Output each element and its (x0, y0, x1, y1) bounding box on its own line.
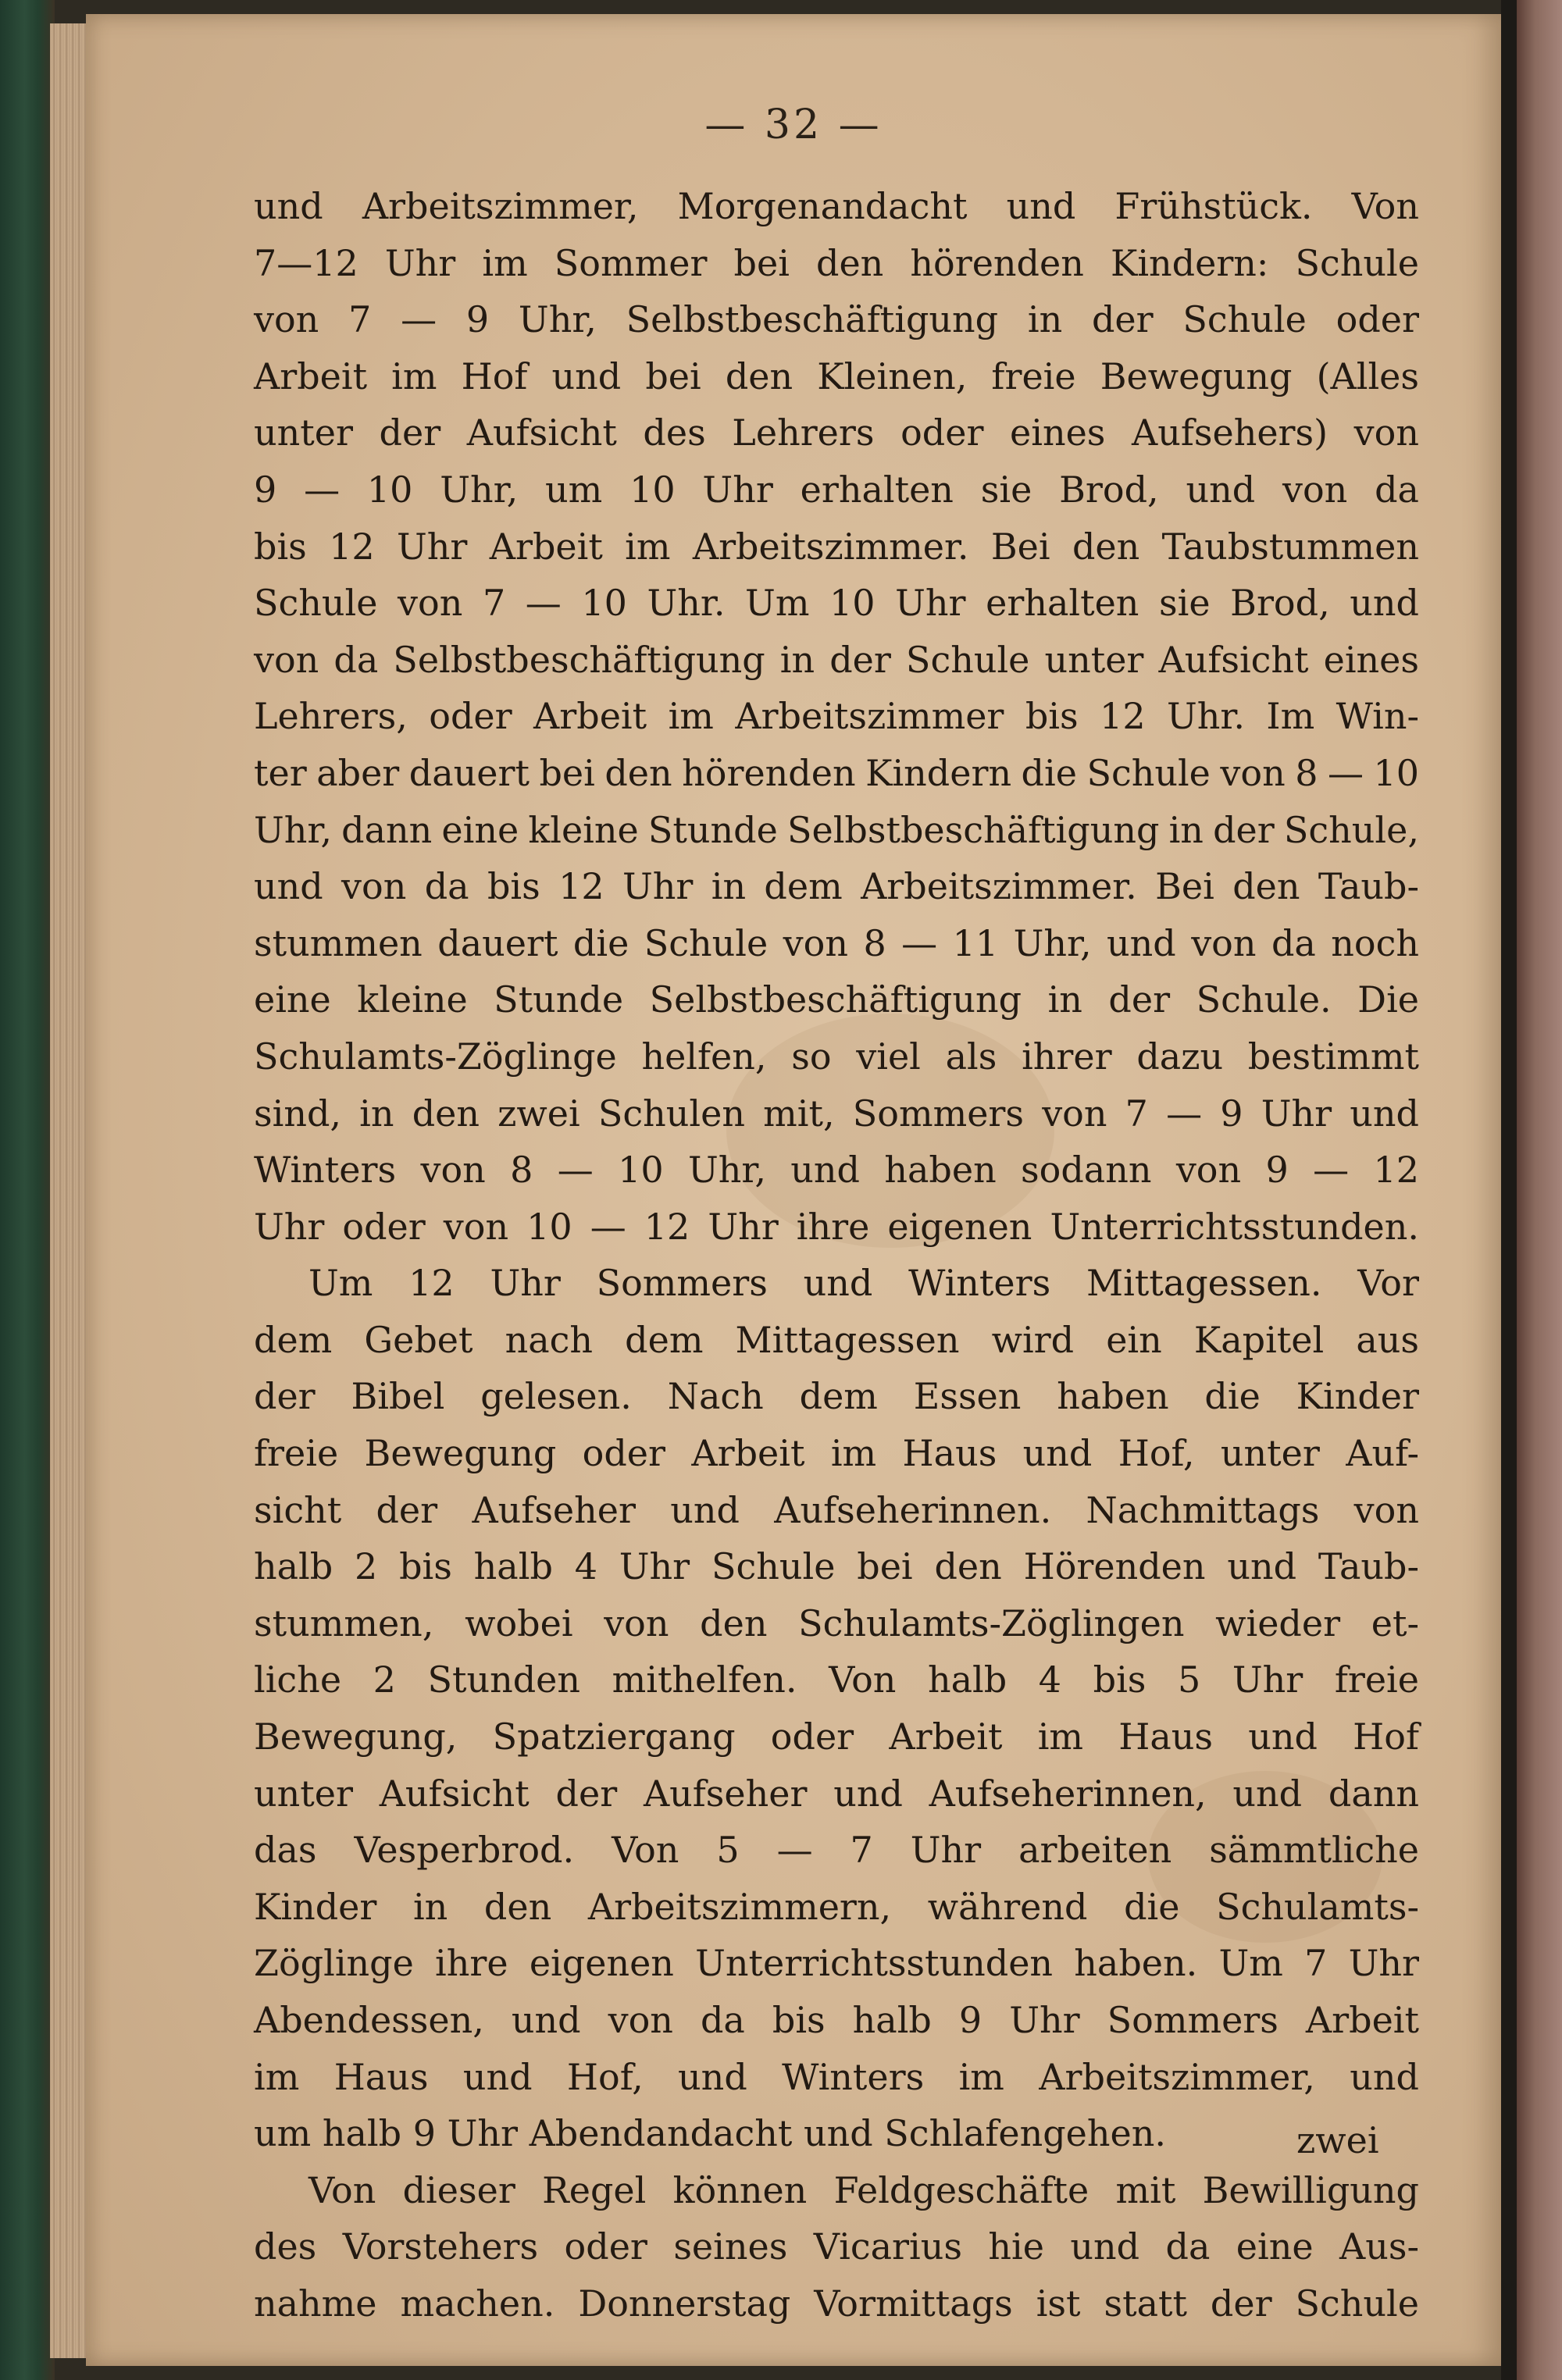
text-line: Winters von 8 — 10 Uhr, und haben sodann von 9 — 12 (254, 1149, 1419, 1192)
text-line: bis 12 Uhr Arbeit im Arbeitszimmer. Bei den Taubstummen (254, 525, 1419, 568)
text-line: Von dieser Regel können Feldgeschäfte mit Bewilligung (308, 2168, 1419, 2211)
text-line: Lehrers, oder Arbeit im Arbeitszimmer bis 12 Uhr. Im Win- (254, 695, 1419, 738)
text-line: stummen dauert die Schule von 8 — 11 Uhr, und von da noch (254, 921, 1419, 964)
text-line: Kinder in den Arbeitszimmern, während die Schulamts- (254, 1885, 1419, 1928)
text-line: Uhr, dann eine kleine Stunde Selbstbeschäftigung in der Schule, (254, 808, 1419, 851)
text-line: liche 2 Stunden mithelfen. Von halb 4 bis 5 Uhr freie (254, 1659, 1419, 1701)
text-line: Schulamts-Zöglinge helfen, so viel als ihrer dazu bestimmt (254, 1035, 1419, 1078)
page-number: — 32 — (704, 102, 883, 148)
text-line: freie Bewegung oder Arbeit im Haus und Hof, unter Auf- (254, 1432, 1419, 1475)
text-line: halb 2 bis halb 4 Uhr Schule bei den Hörenden und Taub- (254, 1545, 1419, 1588)
book-gutter (1501, 0, 1517, 2380)
text-line: Um 12 Uhr Sommers und Winters Mittagessen. Vor (308, 1262, 1419, 1305)
text-line: und Arbeitszimmer, Morgenandacht und Frühstück. Von (254, 185, 1419, 227)
text-line: unter Aufsicht der Aufseher und Aufseherinnen, und dann (254, 1772, 1419, 1815)
text-line: und von da bis 12 Uhr in dem Arbeitszimmer. Bei den Taub- (254, 865, 1419, 908)
text-line: Uhr oder von 10 — 12 Uhr ihre eigenen Unterrichtsstunden. (254, 1205, 1419, 1248)
text-line: Schule von 7 — 10 Uhr. Um 10 Uhr erhalten sie Brod, und (254, 582, 1419, 625)
text-line: 9 — 10 Uhr, um 10 Uhr erhalten sie Brod, und von da (254, 468, 1419, 511)
text-line: ter aber dauert bei den hörenden Kindern die Schule von 8 — 10 (254, 751, 1419, 794)
text-line: der Bibel gelesen. Nach dem Essen haben die Kinder (254, 1375, 1419, 1418)
facing-page-edge (1517, 0, 1562, 2380)
text-line: stummen, wobei von den Schulamts-Zöglingen wieder et- (254, 1602, 1419, 1644)
text-line: um halb 9 Uhr Abendandacht und Schlafengehen. (254, 2112, 1166, 2155)
text-line: Abendessen, und von da bis halb 9 Uhr Sommers Arbeit (254, 1999, 1419, 2041)
book-binding (0, 0, 55, 2380)
page-text (254, 178, 1419, 2332)
text-line: 7—12 Uhr im Sommer bei den hörenden Kindern: Schule (254, 241, 1419, 284)
text-line: Bewegung, Spatziergang oder Arbeit im Haus und Hof (254, 1716, 1419, 1758)
text-line: Zöglinge ihre eigenen Unterrichtsstunden haben. Um 7 Uhr (254, 1942, 1419, 1985)
text-line: Arbeit im Hof und bei den Kleinen, freie Bewegung (Alles (254, 355, 1419, 397)
text-line: sicht der Aufseher und Aufseherinnen. Nachmittags von (254, 1488, 1419, 1531)
text-line: des Vorstehers oder seines Vicarius hie und da eine Aus- (254, 2225, 1419, 2268)
text-line: dem Gebet nach dem Mittagessen wird ein Kapitel aus (254, 1318, 1419, 1361)
text-line: von 7 — 9 Uhr, Selbstbeschäftigung in der Schule oder (254, 298, 1419, 341)
text-line: das Vesperbrod. Von 5 — 7 Uhr arbeiten sämmtliche (254, 1829, 1419, 1872)
text-line: eine kleine Stunde Selbstbeschäftigung in der Schule. Die (254, 978, 1419, 1021)
text-line: im Haus und Hof, und Winters im Arbeitszimmer, und (254, 2055, 1419, 2098)
text-line: nahme machen. Donnerstag Vormittags ist statt der Schule (254, 2282, 1419, 2325)
text-line: von da Selbstbeschäftigung in der Schule unter Aufsicht eines (254, 638, 1419, 681)
text-line: sind, in den zwei Schulen mit, Sommers von 7 — 9 Uhr und (254, 1092, 1419, 1135)
text-line: unter der Aufsicht des Lehrers oder eines Aufsehers) von (254, 412, 1419, 454)
catchword: zwei (1296, 2119, 1379, 2161)
